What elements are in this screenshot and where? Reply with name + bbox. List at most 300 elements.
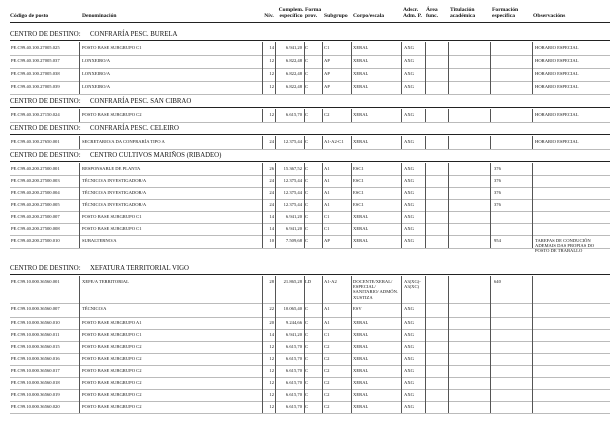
- table-cell-forma: C: [305, 320, 309, 325]
- table-cell-corpo: ESC1: [353, 202, 364, 207]
- table-cell-codigo: PE.C99.10.000.36560.007: [11, 306, 60, 311]
- table-cell-form: 376: [494, 178, 501, 183]
- table-cell-den: RESPONSABLE DE PLANTA: [82, 166, 141, 171]
- column-divider: [401, 341, 402, 353]
- column-divider: [448, 109, 449, 122]
- header-area: Área func.: [426, 7, 438, 20]
- column-divider: [448, 163, 449, 175]
- header-rule: [10, 22, 610, 23]
- table-cell-niv: 12: [269, 380, 274, 385]
- column-divider: [401, 389, 402, 401]
- table-cell-forma: C: [305, 71, 309, 76]
- column-divider: [490, 317, 491, 329]
- section-name: CONFRARÍA PESC. CELEIRO: [90, 125, 179, 132]
- column-divider: [448, 341, 449, 353]
- header-nivel: Nív.: [264, 13, 274, 19]
- column-divider: [304, 329, 305, 341]
- column-divider: [448, 317, 449, 329]
- column-divider: [322, 235, 323, 248]
- column-divider: [401, 276, 402, 303]
- table-cell-codigo: PE.C99.10.000.36560.016: [11, 356, 60, 361]
- table-cell-codigo: PE.C99.40.200.27500.008: [11, 226, 60, 231]
- table-cell-den: LONXEIRO/A: [82, 84, 111, 89]
- row-divider: [10, 303, 610, 304]
- table-cell-adscr: AXG: [404, 306, 414, 311]
- table-cell-niv: 14: [269, 214, 274, 219]
- section-heading: [10, 265, 189, 272]
- column-divider: [79, 55, 80, 68]
- column-divider: [79, 377, 80, 389]
- table-cell-codigo: PE.C99.10.000.36560.011: [11, 332, 60, 337]
- column-divider: [425, 401, 426, 413]
- column-divider: [262, 136, 263, 149]
- table-cell-corpo: XERAL: [353, 320, 369, 325]
- column-divider: [351, 353, 352, 365]
- table-cell-adscr: AXG: [404, 190, 414, 195]
- column-divider: [448, 223, 449, 235]
- column-divider: [532, 109, 533, 122]
- table-cell-codigo: PE.C99.10.000.36560.001: [11, 279, 60, 284]
- table-cell-sub: A1: [324, 306, 330, 311]
- column-divider: [304, 175, 305, 187]
- column-divider: [448, 235, 449, 248]
- column-divider: [304, 377, 305, 389]
- column-divider: [275, 175, 276, 187]
- row-divider: [10, 329, 610, 330]
- column-divider: [79, 187, 80, 199]
- column-divider: [448, 175, 449, 187]
- column-divider: [532, 163, 533, 175]
- column-divider: [79, 42, 80, 55]
- table-cell-comp: 6.822,48: [285, 71, 302, 76]
- table-cell-sub: AP: [324, 71, 330, 76]
- column-divider: [448, 365, 449, 377]
- table-cell-comp: 6.941,20: [285, 332, 302, 337]
- table-cell-adscr: AXG: [404, 404, 414, 409]
- row-divider: [10, 149, 610, 150]
- column-divider: [304, 136, 305, 149]
- column-divider: [425, 303, 426, 317]
- column-divider: [490, 68, 491, 81]
- column-divider: [275, 187, 276, 199]
- column-divider: [79, 401, 80, 413]
- table-cell-codigo: PE.C99.40.100.27150.024: [11, 112, 60, 117]
- table-cell-den: SECRETARIO/A DA CONFRARÍA TIPO A: [82, 139, 165, 144]
- table-cell-adscr: AXG: [404, 368, 414, 373]
- column-divider: [322, 199, 323, 211]
- row-divider: [10, 55, 610, 56]
- table-cell-niv: 12: [269, 71, 274, 76]
- column-divider: [490, 389, 491, 401]
- column-divider: [425, 68, 426, 81]
- column-divider: [262, 303, 263, 317]
- column-divider: [490, 42, 491, 55]
- column-divider: [351, 199, 352, 211]
- column-divider: [262, 187, 263, 199]
- column-divider: [401, 211, 402, 223]
- table-cell-adscr: AXG: [404, 214, 414, 219]
- table-cell-sub: AP: [324, 84, 330, 89]
- row-divider: [10, 223, 610, 224]
- table-cell-comp: 6.941,20: [285, 45, 302, 50]
- table-cell-forma: C: [305, 84, 309, 89]
- table-cell-adscr: AXG: [404, 320, 414, 325]
- table-cell-niv: 12: [269, 84, 274, 89]
- table-cell-comp: 12.375,44: [283, 190, 302, 195]
- column-divider: [79, 211, 80, 223]
- table-cell-corpo: XERAL: [353, 45, 369, 50]
- table-cell-forma: C: [305, 332, 309, 337]
- table-cell-forma: C: [305, 238, 309, 243]
- column-divider: [448, 68, 449, 81]
- column-divider: [401, 109, 402, 122]
- header-codigo: Código de posto: [10, 13, 49, 19]
- column-divider: [490, 365, 491, 377]
- table-cell-niv: 22: [269, 306, 274, 311]
- column-divider: [351, 329, 352, 341]
- table-cell-niv: 24: [269, 178, 274, 183]
- column-divider: [79, 175, 80, 187]
- column-divider: [490, 329, 491, 341]
- section-rule: [10, 161, 610, 162]
- row-divider: [10, 389, 610, 390]
- column-divider: [275, 341, 276, 353]
- column-divider: [425, 42, 426, 55]
- table-cell-corpo: ESC1: [353, 178, 364, 183]
- table-cell-corpo: ESV: [353, 306, 362, 311]
- column-divider: [351, 401, 352, 413]
- column-divider: [425, 223, 426, 235]
- row-divider: [10, 365, 610, 366]
- table-cell-den: POSTO BASE SUBGRUPO C2: [82, 404, 142, 409]
- row-divider: [10, 211, 610, 212]
- table-cell-niv: 12: [269, 368, 274, 373]
- table-cell-comp: 6.615,70: [285, 356, 302, 361]
- table-cell-form: 954: [494, 238, 501, 243]
- table-cell-den: POSTO BASE SUBGRUPO C1: [82, 214, 142, 219]
- column-divider: [490, 81, 491, 94]
- column-divider: [401, 199, 402, 211]
- table-cell-niv: 26: [269, 166, 274, 171]
- table-cell-corpo: XERAL: [353, 380, 369, 385]
- column-divider: [275, 389, 276, 401]
- table-cell-sub: C2: [324, 392, 330, 397]
- table-cell-adscr: AXG: [404, 226, 414, 231]
- column-divider: [79, 68, 80, 81]
- table-cell-comp: 6.615,70: [285, 344, 302, 349]
- column-divider: [275, 42, 276, 55]
- table-cell-adscr: AXG: [404, 58, 414, 63]
- column-divider: [490, 136, 491, 149]
- column-divider: [304, 276, 305, 303]
- table-cell-sub: C2: [324, 112, 330, 117]
- table-cell-forma: C: [305, 139, 309, 144]
- table-cell-comp: 6.615,70: [285, 368, 302, 373]
- column-divider: [425, 55, 426, 68]
- column-divider: [275, 303, 276, 317]
- column-divider: [448, 401, 449, 413]
- table-cell-forma: C: [305, 226, 309, 231]
- column-divider: [262, 199, 263, 211]
- table-cell-codigo: PE.C99.40.100.27650.001: [11, 139, 60, 144]
- column-divider: [351, 136, 352, 149]
- column-divider: [425, 341, 426, 353]
- column-divider: [401, 329, 402, 341]
- table-cell-den: TÉCNICO/A: [82, 306, 107, 311]
- column-divider: [532, 199, 533, 211]
- section-rule: [10, 107, 610, 108]
- header-denominacion: Denominación: [82, 13, 117, 19]
- column-divider: [425, 276, 426, 303]
- table-cell-sub: A1: [324, 166, 330, 171]
- column-divider: [322, 223, 323, 235]
- column-divider: [490, 377, 491, 389]
- column-divider: [322, 68, 323, 81]
- section-rule: [10, 40, 610, 41]
- column-divider: [425, 389, 426, 401]
- column-divider: [322, 187, 323, 199]
- column-divider: [532, 136, 533, 149]
- table-cell-adscr: AXG: [404, 356, 414, 361]
- table-cell-comp: 15.367,52: [283, 166, 302, 171]
- column-divider: [275, 353, 276, 365]
- section-name: CENTRO CULTIVOS MARIÑOS (RIBADEO): [90, 152, 222, 159]
- column-divider: [275, 136, 276, 149]
- column-divider: [322, 365, 323, 377]
- column-divider: [532, 276, 533, 303]
- table-cell-corpo: XERAL: [353, 392, 369, 397]
- table-cell-corpo: DOCENTE/XERAL/ ESPECIAL/ SANITARIO/ ADMÓN. XUSTIZA: [353, 279, 399, 300]
- column-divider: [490, 199, 491, 211]
- table-cell-forma: C: [305, 344, 309, 349]
- column-divider: [351, 55, 352, 68]
- table-cell-comp: 6.615,70: [285, 392, 302, 397]
- header-complemento: Complem. específico: [278, 7, 304, 20]
- column-divider: [532, 303, 533, 317]
- table-cell-forma: C: [305, 202, 309, 207]
- table-cell-comp: 6.615,70: [285, 404, 302, 409]
- table-cell-codigo: PE.C99.40.100.27005.037: [11, 58, 60, 63]
- column-divider: [532, 55, 533, 68]
- column-divider: [275, 276, 276, 303]
- row-divider: [10, 377, 610, 378]
- column-divider: [351, 317, 352, 329]
- column-divider: [532, 353, 533, 365]
- table-cell-forma: C: [305, 214, 309, 219]
- column-divider: [275, 401, 276, 413]
- column-divider: [262, 329, 263, 341]
- column-divider: [275, 211, 276, 223]
- column-divider: [262, 276, 263, 303]
- column-divider: [425, 353, 426, 365]
- column-divider: [262, 365, 263, 377]
- table-cell-obs: HORARIO ESPECIAL: [535, 84, 579, 89]
- column-divider: [275, 377, 276, 389]
- column-divider: [304, 68, 305, 81]
- table-cell-adscr: AXG: [404, 139, 414, 144]
- table-cell-niv: 12: [269, 392, 274, 397]
- table-cell-obs: HORARIO ESPECIAL: [535, 112, 579, 117]
- column-divider: [532, 68, 533, 81]
- column-divider: [322, 211, 323, 223]
- table-cell-corpo: XERAL: [353, 139, 369, 144]
- column-divider: [448, 81, 449, 94]
- column-divider: [490, 187, 491, 199]
- column-divider: [490, 109, 491, 122]
- table-cell-adscr: AXG: [404, 84, 414, 89]
- table-cell-forma: C: [305, 392, 309, 397]
- column-divider: [351, 377, 352, 389]
- table-cell-sub: AP: [324, 58, 330, 63]
- column-divider: [262, 55, 263, 68]
- table-cell-comp: 12.375,44: [283, 178, 302, 183]
- row-divider: [10, 175, 610, 176]
- row-divider: [10, 235, 610, 236]
- section-label: CENTRO DE DESTINO:: [10, 265, 81, 272]
- header-forma: Forma prov.: [305, 7, 322, 20]
- column-divider: [351, 187, 352, 199]
- column-divider: [275, 365, 276, 377]
- column-divider: [262, 211, 263, 223]
- column-divider: [351, 175, 352, 187]
- table-cell-forma: C: [305, 190, 309, 195]
- table-cell-form: 376: [494, 190, 501, 195]
- column-divider: [322, 81, 323, 94]
- table-cell-niv: 10: [269, 238, 274, 243]
- column-divider: [79, 389, 80, 401]
- table-cell-comp: 6.615,70: [285, 112, 302, 117]
- column-divider: [448, 136, 449, 149]
- table-cell-adscr: AXG: [404, 202, 414, 207]
- column-divider: [532, 235, 533, 248]
- column-divider: [351, 223, 352, 235]
- column-divider: [275, 199, 276, 211]
- column-divider: [262, 109, 263, 122]
- column-divider: [448, 199, 449, 211]
- table-cell-comp: 9.244,66: [285, 320, 302, 325]
- table-cell-sub: C1: [324, 332, 330, 337]
- table-cell-corpo: ESC1: [353, 166, 364, 171]
- column-divider: [322, 163, 323, 175]
- table-cell-den: POSTO BASE SUBGRUPO C2: [82, 392, 142, 397]
- section-label: CENTRO DE DESTINO:: [10, 125, 81, 132]
- table-cell-codigo: PE.C99.40.200.27500.005: [11, 202, 60, 207]
- column-divider: [275, 55, 276, 68]
- table-cell-den: POSTO BASE SUBGRUPO A1: [82, 320, 142, 325]
- column-divider: [262, 175, 263, 187]
- table-cell-comp: 6.941,20: [285, 214, 302, 219]
- header-titulacion: Titulación académica: [450, 7, 476, 20]
- column-divider: [490, 303, 491, 317]
- column-divider: [304, 401, 305, 413]
- table-cell-den: TÉCNICO/A INVESTIGADOR/A: [82, 178, 147, 183]
- column-divider: [304, 187, 305, 199]
- column-divider: [304, 42, 305, 55]
- section-label: CENTRO DE DESTINO:: [10, 98, 81, 105]
- column-divider: [351, 109, 352, 122]
- table-cell-niv: 24: [269, 139, 274, 144]
- table-cell-codigo: PE.C99.40.100.27005.038: [11, 71, 60, 76]
- column-divider: [401, 175, 402, 187]
- table-cell-codigo: PE.C99.10.000.36560.018: [11, 380, 60, 385]
- column-divider: [79, 136, 80, 149]
- table-cell-adscr: AXG: [404, 380, 414, 385]
- column-divider: [448, 187, 449, 199]
- column-divider: [532, 187, 533, 199]
- column-divider: [425, 136, 426, 149]
- table-cell-corpo: XERAL: [353, 356, 369, 361]
- header-observacions: Observacións: [533, 13, 566, 19]
- column-divider: [448, 353, 449, 365]
- table-cell-adscr: AXG: [404, 332, 414, 337]
- column-divider: [401, 377, 402, 389]
- column-divider: [262, 341, 263, 353]
- table-cell-comp: 6.822,48: [285, 84, 302, 89]
- column-divider: [448, 389, 449, 401]
- column-divider: [490, 55, 491, 68]
- column-divider: [79, 353, 80, 365]
- column-divider: [532, 341, 533, 353]
- table-cell-sub: C2: [324, 404, 330, 409]
- column-divider: [448, 303, 449, 317]
- column-divider: [425, 163, 426, 175]
- table-cell-obs: HORARIO ESPECIAL: [535, 45, 579, 50]
- column-divider: [322, 109, 323, 122]
- column-divider: [322, 389, 323, 401]
- column-divider: [532, 42, 533, 55]
- column-divider: [401, 365, 402, 377]
- column-divider: [401, 317, 402, 329]
- column-divider: [532, 175, 533, 187]
- column-divider: [304, 55, 305, 68]
- section-heading: [10, 31, 177, 38]
- table-cell-sub: C2: [324, 380, 330, 385]
- row-divider: [10, 401, 610, 402]
- row-divider: [10, 341, 610, 342]
- column-divider: [275, 329, 276, 341]
- column-divider: [262, 42, 263, 55]
- table-cell-codigo: PE.C99.10.000.36560.010: [11, 320, 60, 325]
- table-cell-obs: HORARIO ESPECIAL: [535, 71, 579, 76]
- column-divider: [304, 235, 305, 248]
- column-divider: [490, 401, 491, 413]
- row-divider: [10, 317, 610, 318]
- column-divider: [304, 389, 305, 401]
- column-divider: [425, 211, 426, 223]
- table-cell-corpo: ESC1: [353, 190, 364, 195]
- table-cell-sub: A1: [324, 320, 330, 325]
- column-divider: [351, 341, 352, 353]
- column-divider: [532, 223, 533, 235]
- table-cell-comp: 12.375,44: [283, 139, 302, 144]
- column-divider: [79, 365, 80, 377]
- column-divider: [351, 81, 352, 94]
- table-cell-corpo: XERAL: [353, 238, 369, 243]
- row-divider: [10, 199, 610, 200]
- header-corpo: Corpo/escala: [353, 13, 385, 19]
- column-divider: [322, 175, 323, 187]
- column-divider: [532, 389, 533, 401]
- column-divider: [322, 55, 323, 68]
- column-divider: [401, 55, 402, 68]
- column-divider: [322, 276, 323, 303]
- column-divider: [275, 163, 276, 175]
- column-divider: [351, 389, 352, 401]
- table-cell-codigo: PE.C99.40.100.27005.039: [11, 84, 60, 89]
- column-divider: [304, 199, 305, 211]
- column-divider: [532, 329, 533, 341]
- column-divider: [79, 235, 80, 248]
